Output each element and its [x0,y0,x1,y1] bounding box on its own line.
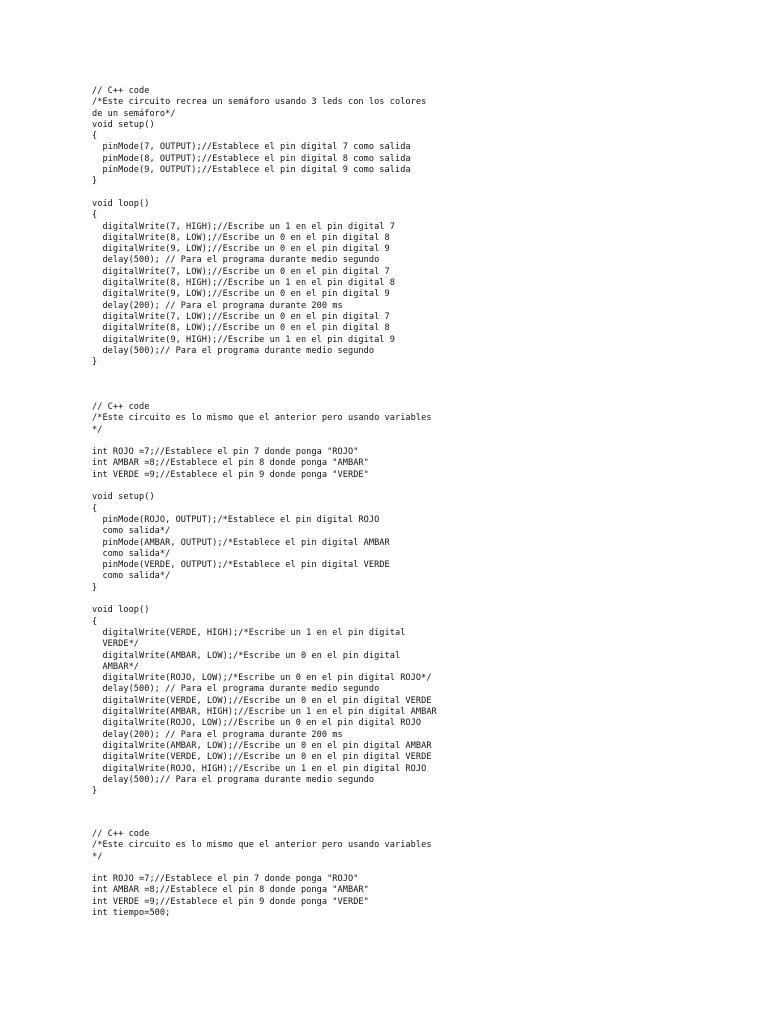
code-line: void loop() [92,605,150,616]
code-line: int tiempo=500; [92,908,171,919]
code-line: { [92,616,98,627]
code-line: digitalWrite(8, LOW);//Escribe un 0 en el pin digital 8 [92,323,390,334]
code-line: } [92,176,98,187]
code-line: delay(500);// Para el programa durante medio segundo [92,345,375,356]
code-line: pinMode(8, OUTPUT);//Establece el pin digital 8 como salida [92,153,411,164]
code-line: VERDE*/ [92,639,140,650]
code-line: digitalWrite(9, LOW);//Escribe un 0 en el pin digital 9 [92,244,390,255]
code-line: como salida*/ [92,571,171,582]
code-line: digitalWrite(AMBAR, LOW);/*Escribe un 0 en el pin digital [92,650,401,661]
code-line: digitalWrite(9, HIGH);//Escribe un 1 en el pin digital 9 [92,334,395,345]
code-block-3 [92,829,432,919]
code-line [92,863,432,874]
code-line: digitalWrite(VERDE, LOW);//Escribe un 0 en el pin digital VERDE [92,695,432,706]
code-line: void setup() [92,492,155,503]
code-line: digitalWrite(AMBAR, HIGH);//Escribe un 1 en el pin digital AMBAR [92,707,437,718]
code-line: delay(500);// Para el programa durante medio segundo [92,774,375,785]
code-line: pinMode(AMBAR, OUTPUT);/*Establece el pin digital AMBAR [92,537,390,548]
code-line: digitalWrite(ROJO, LOW);//Escribe un 0 en el pin digital ROJO [92,718,422,729]
code-line: como salida*/ [92,548,171,559]
code-line: pinMode(ROJO, OUTPUT);/*Establece el pin digital ROJO [92,514,380,525]
code-line: de un semáforo*/ [92,108,176,119]
code-line [92,481,437,492]
code-line: digitalWrite(7, HIGH);//Escribe un 1 en el pin digital 7 [92,221,395,232]
code-line: /*Este circuito es lo mismo que el anterior pero usando variables [92,413,432,424]
code-line: void setup() [92,119,155,130]
code-line: { [92,210,98,221]
code-line: int VERDE =9;//Establece el pin 9 donde ponga "VERDE" [92,896,369,907]
code-line: pinMode(7, OUTPUT);//Establece el pin digital 7 como salida [92,142,411,153]
code-line: digitalWrite(AMBAR, LOW);//Escribe un 0 en el pin digital AMBAR [92,740,432,751]
code-line: delay(500); // Para el programa durante medio segundo [92,255,380,266]
code-line: { [92,131,98,142]
code-line: // C++ code [92,402,150,412]
code-line: digitalWrite(ROJO, LOW);/*Escribe un 0 en el pin digital ROJO*/ [92,673,432,684]
code-line: { [92,503,98,514]
code-line: } [92,786,98,797]
code-line: digitalWrite(8, HIGH);//Escribe un 1 en el pin digital 8 [92,278,395,289]
code-line: int VERDE =9;//Establece el pin 9 donde ponga "VERDE" [92,469,369,480]
code-line [92,436,437,447]
code-block-1 [92,86,426,368]
code-line: /*Este circuito es lo mismo que el anterior pero usando variables [92,840,432,851]
code-line: pinMode(VERDE, OUTPUT);/*Establece el pin digital VERDE [92,560,390,571]
code-line: int AMBAR =8;//Establece el pin 8 donde ponga "AMBAR" [92,458,369,469]
code-line: digitalWrite(VERDE, LOW);//Escribe un 0 en el pin digital VERDE [92,752,432,763]
code-line: } [92,357,98,368]
code-line [92,594,437,605]
code-line: digitalWrite(8, LOW);//Escribe un 0 en el pin digital 8 [92,232,390,243]
code-line: digitalWrite(9, LOW);//Escribe un 0 en el pin digital 9 [92,289,390,300]
code-line: // C++ code [92,829,150,839]
code-line: int ROJO =7;//Establece el pin 7 donde ponga "ROJO" [92,447,359,458]
code-line: pinMode(9, OUTPUT);//Establece el pin digital 9 como salida [92,165,411,176]
code-line: */ [92,851,103,862]
code-line: /*Este circuito recrea un semáforo usando 3 leds con los colores [92,97,427,108]
code-line: AMBAR*/ [92,661,140,672]
code-line: } [92,582,98,593]
code-line: delay(200); // Para el programa durante 200 ms [92,729,343,740]
code-line: */ [92,424,103,435]
code-line: como salida*/ [92,526,171,537]
code-line [92,188,426,199]
code-line: digitalWrite(7, LOW);//Escribe un 0 en el pin digital 7 [92,311,390,322]
code-block-2 [92,402,437,797]
code-line: digitalWrite(VERDE, HIGH);/*Escribe un 1 en el pin digital [92,627,406,638]
code-line: delay(200); // Para el programa durante 200 ms [92,300,343,311]
code-line: int AMBAR =8;//Establece el pin 8 donde ponga "AMBAR" [92,885,369,896]
code-line: int ROJO =7;//Establece el pin 7 donde ponga "ROJO" [92,874,359,885]
code-line: digitalWrite(7, LOW);//Escribe un 0 en el pin digital 7 [92,266,390,277]
code-line: digitalWrite(ROJO, HIGH);//Escribe un 1 en el pin digital ROJO [92,763,427,774]
code-line: delay(500); // Para el programa durante medio segundo [92,684,380,695]
code-line: // C++ code [92,86,150,96]
code-line: void loop() [92,198,150,209]
